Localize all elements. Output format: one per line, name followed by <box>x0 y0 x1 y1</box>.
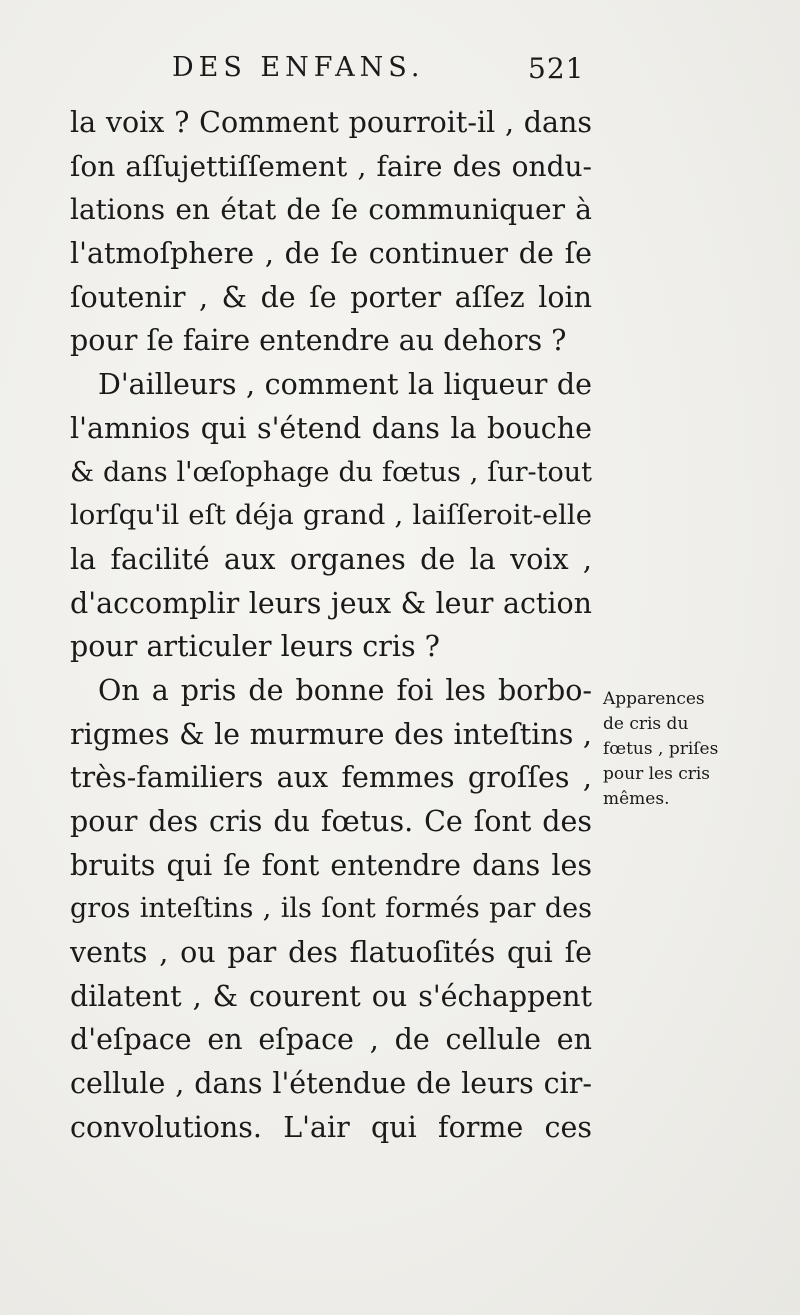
margin-note-line: de cris du <box>603 714 689 734</box>
text-line: pour des cris du fœtus. Ce ſont des <box>70 805 592 838</box>
text-line: l'amnios qui s'étend dans la bouche <box>70 411 592 445</box>
text-line: dilatent , & courent ou s'échappent <box>70 979 592 1013</box>
body-text <box>70 101 592 1150</box>
text-line: ſoutenir , & de ſe porter aſſez loin <box>70 280 592 314</box>
margin-note-line: fœtus , priſes <box>603 739 719 759</box>
text-line: d'eſpace en eſpace , de cellule en <box>70 1023 592 1057</box>
margin-note-line: pour les cris <box>603 764 711 784</box>
margin-note-line: mêmes. <box>603 789 670 809</box>
text-line: pour articuler leurs cris ? <box>70 630 440 664</box>
margin-note <box>603 687 763 812</box>
running-title: DES ENFANS. <box>172 52 425 83</box>
text-line: lations en état de ſe communiquer à <box>70 193 592 227</box>
paragraph-start: D'ailleurs , comment la liqueur de <box>98 368 592 402</box>
paragraph-start: On a pris de bonne foi les borbo- <box>98 673 592 707</box>
text-line: convolutions. L'air qui forme ces <box>70 1110 592 1144</box>
text-line: ſon aſſujettiſſement , faire des ondu- <box>70 149 592 183</box>
text-line: l'atmoſphere , de ſe continuer de ſe <box>70 237 592 271</box>
text-line: rigmes & le murmure des inteſtins , <box>70 717 592 751</box>
text-line: la facilité aux organes de la voix , <box>70 542 592 576</box>
text-line: gros inteſtins , ils ſont formés par des <box>70 893 592 925</box>
text-line: lorſqu'il eſt déja grand , laiſſeroit-elle <box>70 499 592 532</box>
text-line: très-familiers aux femmes groſſes , <box>70 761 592 795</box>
text-line: & dans l'œſophage du fœtus , ſur-tout <box>70 456 592 488</box>
text-line: vents , ou par des flatuoſités qui ſe <box>70 936 592 970</box>
text-line: d'accomplir leurs jeux & leur action <box>70 586 592 620</box>
margin-note-line: Apparences <box>603 689 705 709</box>
text-line: pour ſe faire entendre au dehors ? <box>70 324 567 358</box>
text-line: la voix ? Comment pourroit-il , dans <box>70 106 592 139</box>
page-number: 521 <box>528 52 585 85</box>
text-line: bruits qui ſe font entendre dans les <box>70 848 592 882</box>
text-line: cellule , dans l'étendue de leurs cir- <box>70 1067 592 1101</box>
